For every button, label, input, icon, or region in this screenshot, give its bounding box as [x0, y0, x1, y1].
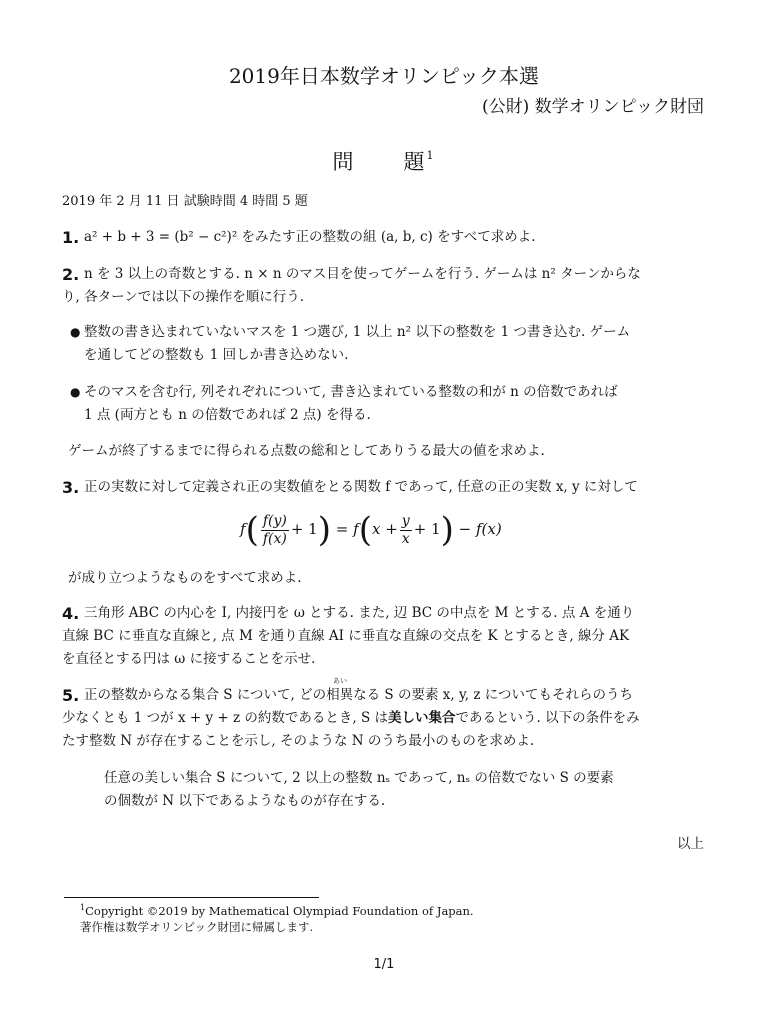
- bullet-text-line: 1 点 (両方とも n の倍数であれば 2 点) を得る.: [84, 407, 371, 423]
- organization-name: (公財) 数学オリンピック財団: [482, 97, 704, 117]
- problem-text-line: [62, 707, 712, 730]
- problem-number: 1.: [62, 228, 80, 247]
- copyright-line: [80, 903, 474, 918]
- condition-line: の個数が N 以下であるようなものが存在する.: [104, 793, 386, 809]
- furigana: あい: [333, 677, 347, 685]
- text-segment: 少なくとも 1 つが x + y + z の約数であるとき, S は: [62, 710, 389, 726]
- defined-term: 美しい集合: [388, 710, 456, 726]
- problem-text-line: たす整数 N が存在することを示し, そのような N のうち最小のものを求めよ.: [62, 733, 535, 749]
- numerator: f(y): [262, 512, 287, 529]
- numerator: y: [401, 512, 410, 529]
- problem-2-conclusion: ゲームが終了するまでに得られる点数の総和としてありうる最大の値を求めよ.: [68, 443, 545, 459]
- rights-note: 著作権は数学オリンピック財団に帰属します.: [80, 920, 314, 934]
- bullet-icon: ●: [70, 325, 81, 339]
- problem-text-line: 正の整数からなる集合 S について, どの相異なる S の要素 x, y, z についてもそれらのうち: [84, 687, 634, 703]
- denominator: x: [401, 530, 410, 547]
- problem-text-line: a² + b + 3 = (b² − c²)² をみたす正の整数の組 (a, b, c) をすべて求めよ.: [84, 229, 536, 245]
- exam-info: 2019 年 2 月 11 日 試験時間 4 時間 5 題: [62, 194, 308, 209]
- formula-x-plus: x +: [371, 520, 398, 538]
- condition-line: 任意の美しい集合 S について, 2 以上の整数 nₛ であって, nₛ の倍数でない S の要素: [104, 770, 614, 786]
- page-number: 1/1: [373, 957, 395, 972]
- problem-number: 5.: [62, 686, 80, 705]
- problem-number: 2.: [62, 265, 80, 284]
- problem-3-conclusion: が成り立つようなものをすべて求めよ.: [68, 570, 302, 586]
- problem-text-line: を直径とする円は ω に接することを示せ.: [62, 651, 316, 667]
- problem-4: [62, 602, 712, 671]
- bullet-text-line: を通してどの整数も 1 回しか書き込めない.: [84, 347, 349, 363]
- heading-right-char: 題: [403, 150, 427, 174]
- problem-3: [62, 476, 712, 499]
- problem-text-line: り, 各ターンでは以下の操作を順に行う.: [62, 289, 305, 305]
- rule-bullet-2: [70, 381, 704, 427]
- copyright-text: Copyright ©2019 by Mathematical Olympiad Foundation of Japan.: [85, 903, 474, 918]
- text-segment: であるという. 以下の条件をみ: [455, 710, 640, 726]
- formula-minus-fx: − f(x): [458, 520, 502, 538]
- functional-equation: f( $\frac{f(y)}{f(x)}$ + 1) = f(x + $\frac{y}{x}$ + 1) − f(x): [240, 510, 502, 550]
- problem-text-line: 直線 BC に垂直な直線と, 点 M を通り直線 AI に垂直な直線の交点を K とするとき, 線分 AK: [62, 628, 630, 644]
- problem-text-line: n を 3 以上の奇数とする. n × n のマス目を使ってゲームを行う. ゲームは n² ターンからな: [84, 266, 641, 282]
- formula-f: f: [353, 520, 359, 538]
- bullet-icon: ●: [70, 385, 81, 399]
- rule-bullet-1: [70, 321, 704, 367]
- heading-left-char: 問: [332, 150, 356, 174]
- footnote-divider: [64, 897, 319, 898]
- footnote-mark: 1: [80, 903, 86, 912]
- denominator: f(x): [262, 530, 287, 547]
- formula-plus-one: + 1: [290, 520, 318, 538]
- problem-2: [62, 263, 712, 309]
- problem-text-line: 正の実数に対して定義され正の実数値をとる関数 f であって, 任意の正の実数 x, y に対して: [84, 479, 638, 495]
- problem-number: 4.: [62, 604, 80, 623]
- footnote-mark: 1: [426, 149, 436, 162]
- problem-1: [62, 226, 712, 249]
- section-heading: [0, 146, 768, 176]
- problem-text-line: 三角形 ABC の内心を I, 内接円を ω とする. また, 辺 BC の中点を M とする. 点 A を通り: [84, 605, 635, 621]
- document-title: 2019年日本数学オリンピック本選: [228, 64, 540, 88]
- formula-f: f: [240, 520, 246, 538]
- problem-5: [62, 684, 712, 753]
- formula-equals: =: [335, 520, 349, 538]
- fraction-y-x: [400, 513, 412, 548]
- bullet-text-line: 整数の書き込まれていないマスを 1 つ選び, 1 以上 n² 以下の整数を 1 つ書き込む. ゲーム: [84, 324, 631, 340]
- end-mark: 以上: [677, 836, 704, 852]
- formula-plus-one: + 1: [413, 520, 441, 538]
- problem-number: 3.: [62, 478, 80, 497]
- fraction-fy-fx: [261, 513, 289, 548]
- bullet-text-line: そのマスを含む行, 列それぞれについて, 書き込まれている整数の和が n の倍数であれば: [84, 384, 618, 400]
